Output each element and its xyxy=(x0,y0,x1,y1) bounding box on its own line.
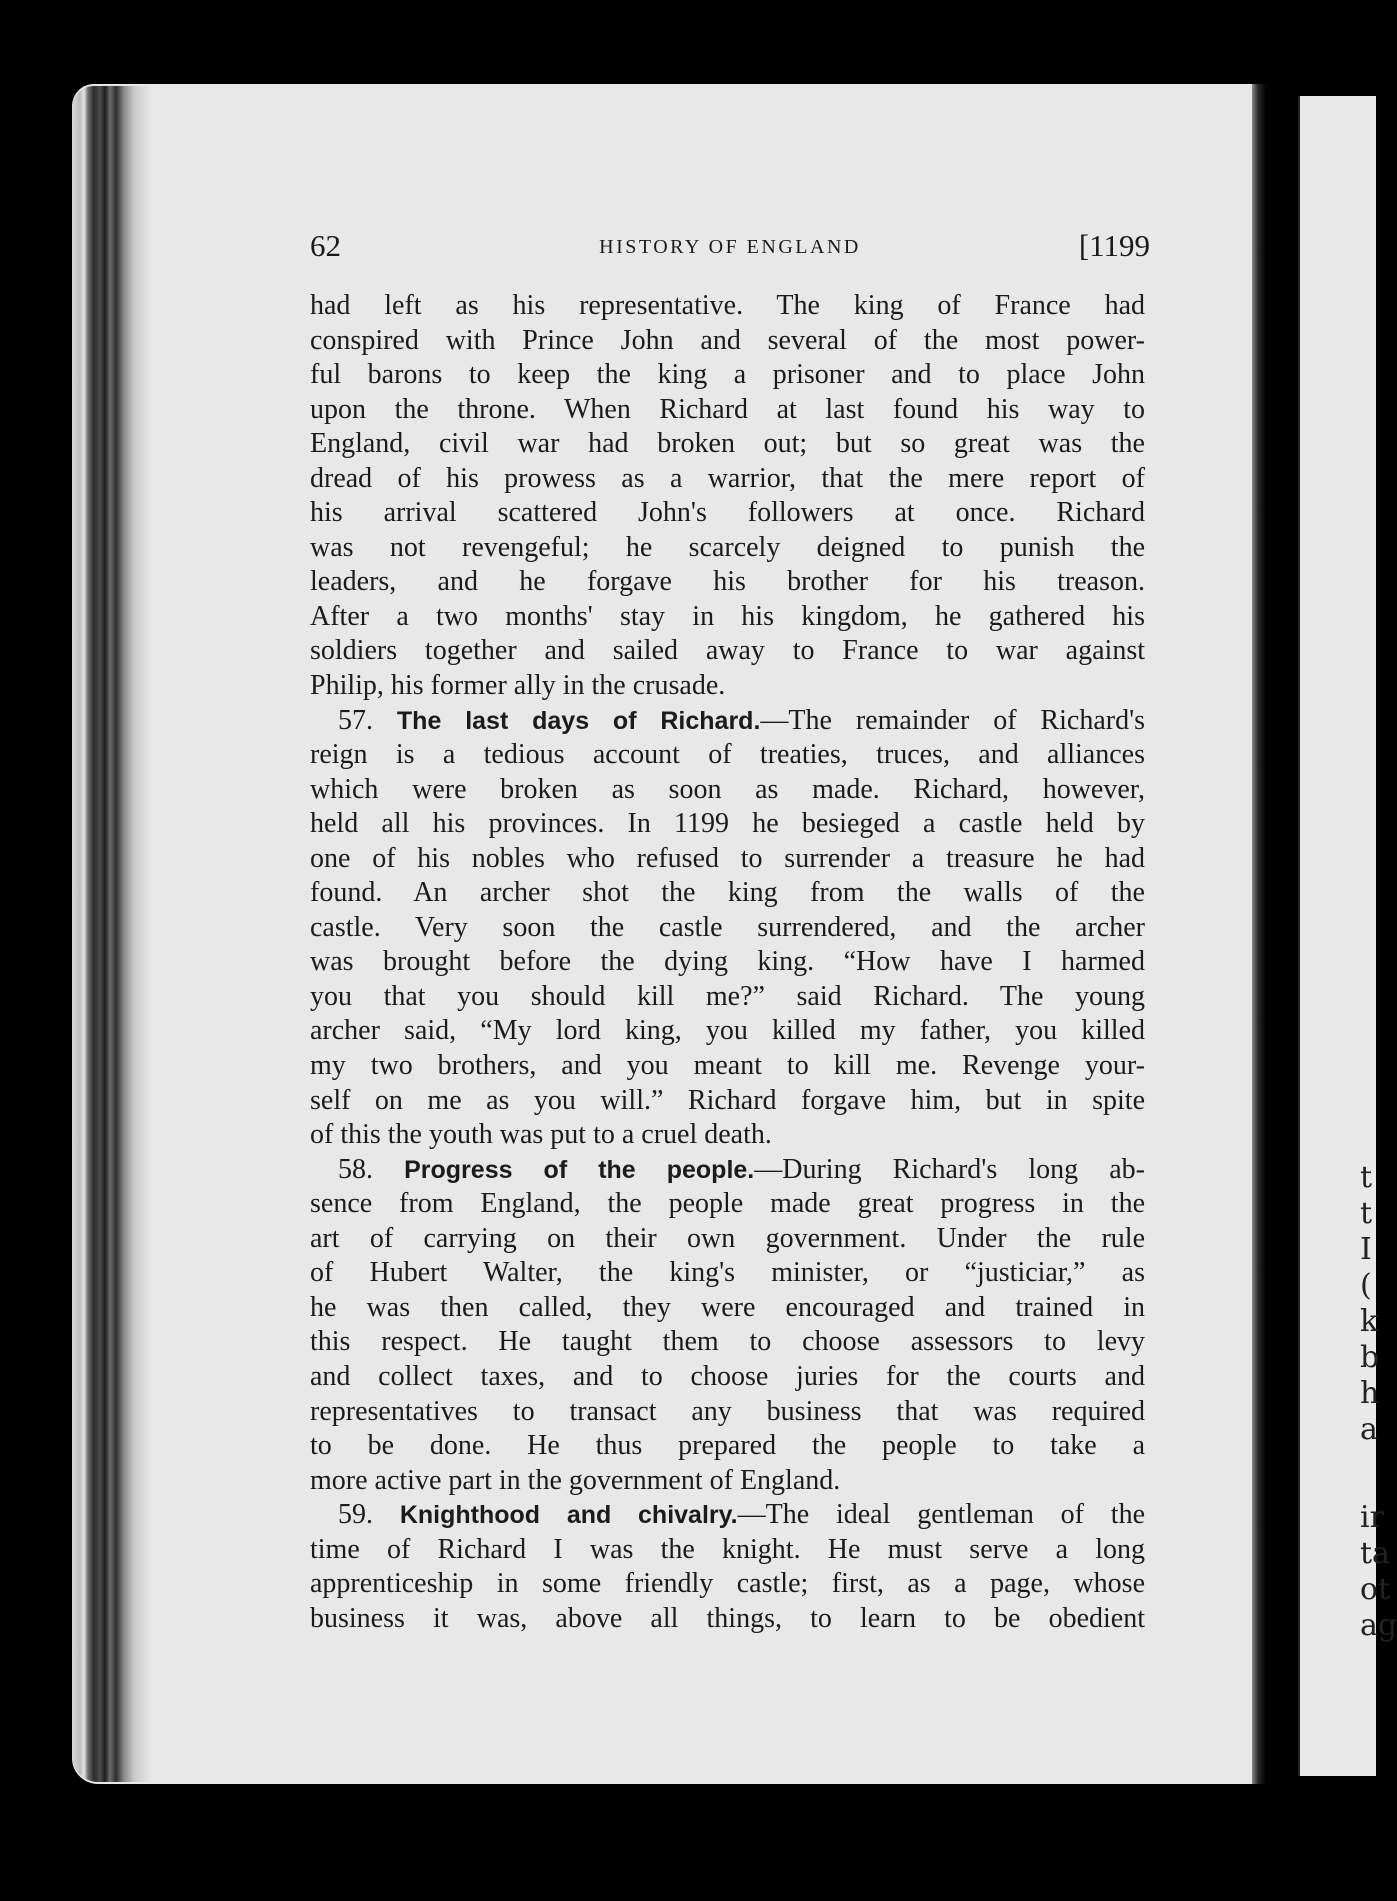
text-line: which were broken as soon as made. Richard, however, xyxy=(310,773,1145,805)
running-head xyxy=(310,228,1150,268)
text-line: archer said, “My lord king, you killed my father, you killed xyxy=(310,1015,1145,1047)
facing-page-fragment: k xyxy=(1360,1304,1379,1339)
text-line: one of his nobles who refused to surrender a treasure he had xyxy=(310,842,1145,874)
text-line: my two brothers, and you meant to kill me. Revenge your- xyxy=(310,1050,1145,1082)
text-line: dread of his prowess as a warrior, that the mere report of xyxy=(310,462,1145,494)
text-line: England, civil war had broken out; but so great was the xyxy=(310,428,1145,460)
section-lead-text: —During Richard's long ab- xyxy=(754,1153,1145,1185)
text-line xyxy=(310,704,1145,739)
facing-page-fragment: ( xyxy=(1360,1268,1372,1303)
section-number: 58. xyxy=(338,1153,405,1185)
text-line: Philip, his former ally in the crusade. xyxy=(310,670,726,702)
facing-page-fragment: I xyxy=(1360,1232,1372,1267)
text-line: more active part in the government of England. xyxy=(310,1464,841,1496)
facing-page-fragment: t xyxy=(1360,1160,1373,1195)
section-number: 57. xyxy=(338,704,397,736)
text-line: he was then called, they were encouraged and trained in xyxy=(310,1291,1145,1323)
text-line: was brought before the dying king. “How have I harmed xyxy=(310,946,1145,978)
facing-page-fragment: ot xyxy=(1360,1572,1391,1607)
text-line: to be done. He thus prepared the people to take a xyxy=(310,1430,1145,1462)
text-line: ful barons to keep the king a prisoner and to place John xyxy=(310,359,1145,391)
body-text xyxy=(310,289,1145,1636)
section-paragraph xyxy=(310,1153,1145,1498)
section-paragraph xyxy=(310,1498,1145,1636)
text-line: apprenticeship in some friendly castle; first, as a page, whose xyxy=(310,1568,1145,1600)
section-lead-text: —The remainder of Richard's xyxy=(760,704,1146,736)
text-line: of this the youth was put to a cruel death. xyxy=(310,1119,772,1151)
section-paragraph xyxy=(310,704,1145,1153)
running-title: HISTORY OF ENGLAND xyxy=(599,236,861,258)
facing-page-fragment: ta xyxy=(1360,1536,1390,1571)
text-line: and collect taxes, and to choose juries for the courts and xyxy=(310,1360,1145,1392)
text-line: upon the throne. When Richard at last found his way to xyxy=(310,393,1145,425)
text-line: this respect. He taught them to choose assessors to levy xyxy=(310,1326,1145,1358)
book-spine xyxy=(72,86,152,1782)
text-line: found. An archer shot the king from the walls of the xyxy=(310,877,1145,909)
text-line: representatives to transact any business that was required xyxy=(310,1395,1145,1427)
text-line: time of Richard I was the knight. He must serve a long xyxy=(310,1533,1145,1565)
section-number: 59. xyxy=(338,1499,400,1531)
text-line: soldiers together and sailed away to France to war against xyxy=(310,635,1145,667)
text-line: conspired with Prince John and several of the most power- xyxy=(310,324,1145,356)
facing-page-fragment: ir xyxy=(1360,1500,1384,1535)
running-date: [1199 xyxy=(1078,228,1150,263)
facing-page-fragment: h xyxy=(1360,1376,1380,1411)
text-line: leaders, and he forgave his brother for his treason. xyxy=(310,566,1145,598)
text-line: of Hubert Walter, the king's minister, or “justiciar,” as xyxy=(310,1257,1145,1289)
facing-page-fragment: t xyxy=(1360,1196,1373,1231)
text-line: was not revengeful; he scarcely deigned to punish the xyxy=(310,531,1145,563)
section-heading: Progress of the people. xyxy=(404,1155,755,1184)
section-lead-text: —The ideal gentleman of the xyxy=(737,1499,1145,1531)
text-line: business it was, above all things, to learn to be obedient xyxy=(310,1602,1145,1634)
section-heading: The last days of Richard. xyxy=(396,706,761,735)
paragraph xyxy=(310,289,1145,704)
facing-page-fragment: ag xyxy=(1360,1608,1397,1643)
text-line: sence from England, the people made great progress in the xyxy=(310,1188,1145,1220)
text-line: you that you should kill me?” said Richard. The young xyxy=(310,980,1145,1012)
facing-page-fragment: b xyxy=(1360,1340,1380,1375)
text-line: his arrival scattered John's followers at once. Richard xyxy=(310,497,1145,529)
text-line: art of carrying on their own government. Under the rule xyxy=(310,1222,1145,1254)
page-number: 62 xyxy=(310,228,341,263)
text-line: reign is a tedious account of treaties, truces, and alliances xyxy=(310,739,1145,771)
text-line: After a two months' stay in his kingdom, he gathered his xyxy=(310,600,1145,632)
text-line: had left as his representative. The king of France had xyxy=(310,290,1145,321)
text-line xyxy=(310,1498,1145,1533)
facing-page-fragment: a xyxy=(1360,1412,1378,1447)
page-binding xyxy=(1252,84,1298,1784)
text-line: self on me as you will.” Richard forgave him, but in spite xyxy=(310,1084,1145,1116)
text-line: castle. Very soon the castle surrendered, and the archer xyxy=(310,911,1145,943)
text-line xyxy=(310,1153,1145,1188)
text-line: held all his provinces. In 1199 he besieged a castle held by xyxy=(310,808,1145,840)
section-heading: Knighthood and chivalry. xyxy=(399,1501,738,1530)
